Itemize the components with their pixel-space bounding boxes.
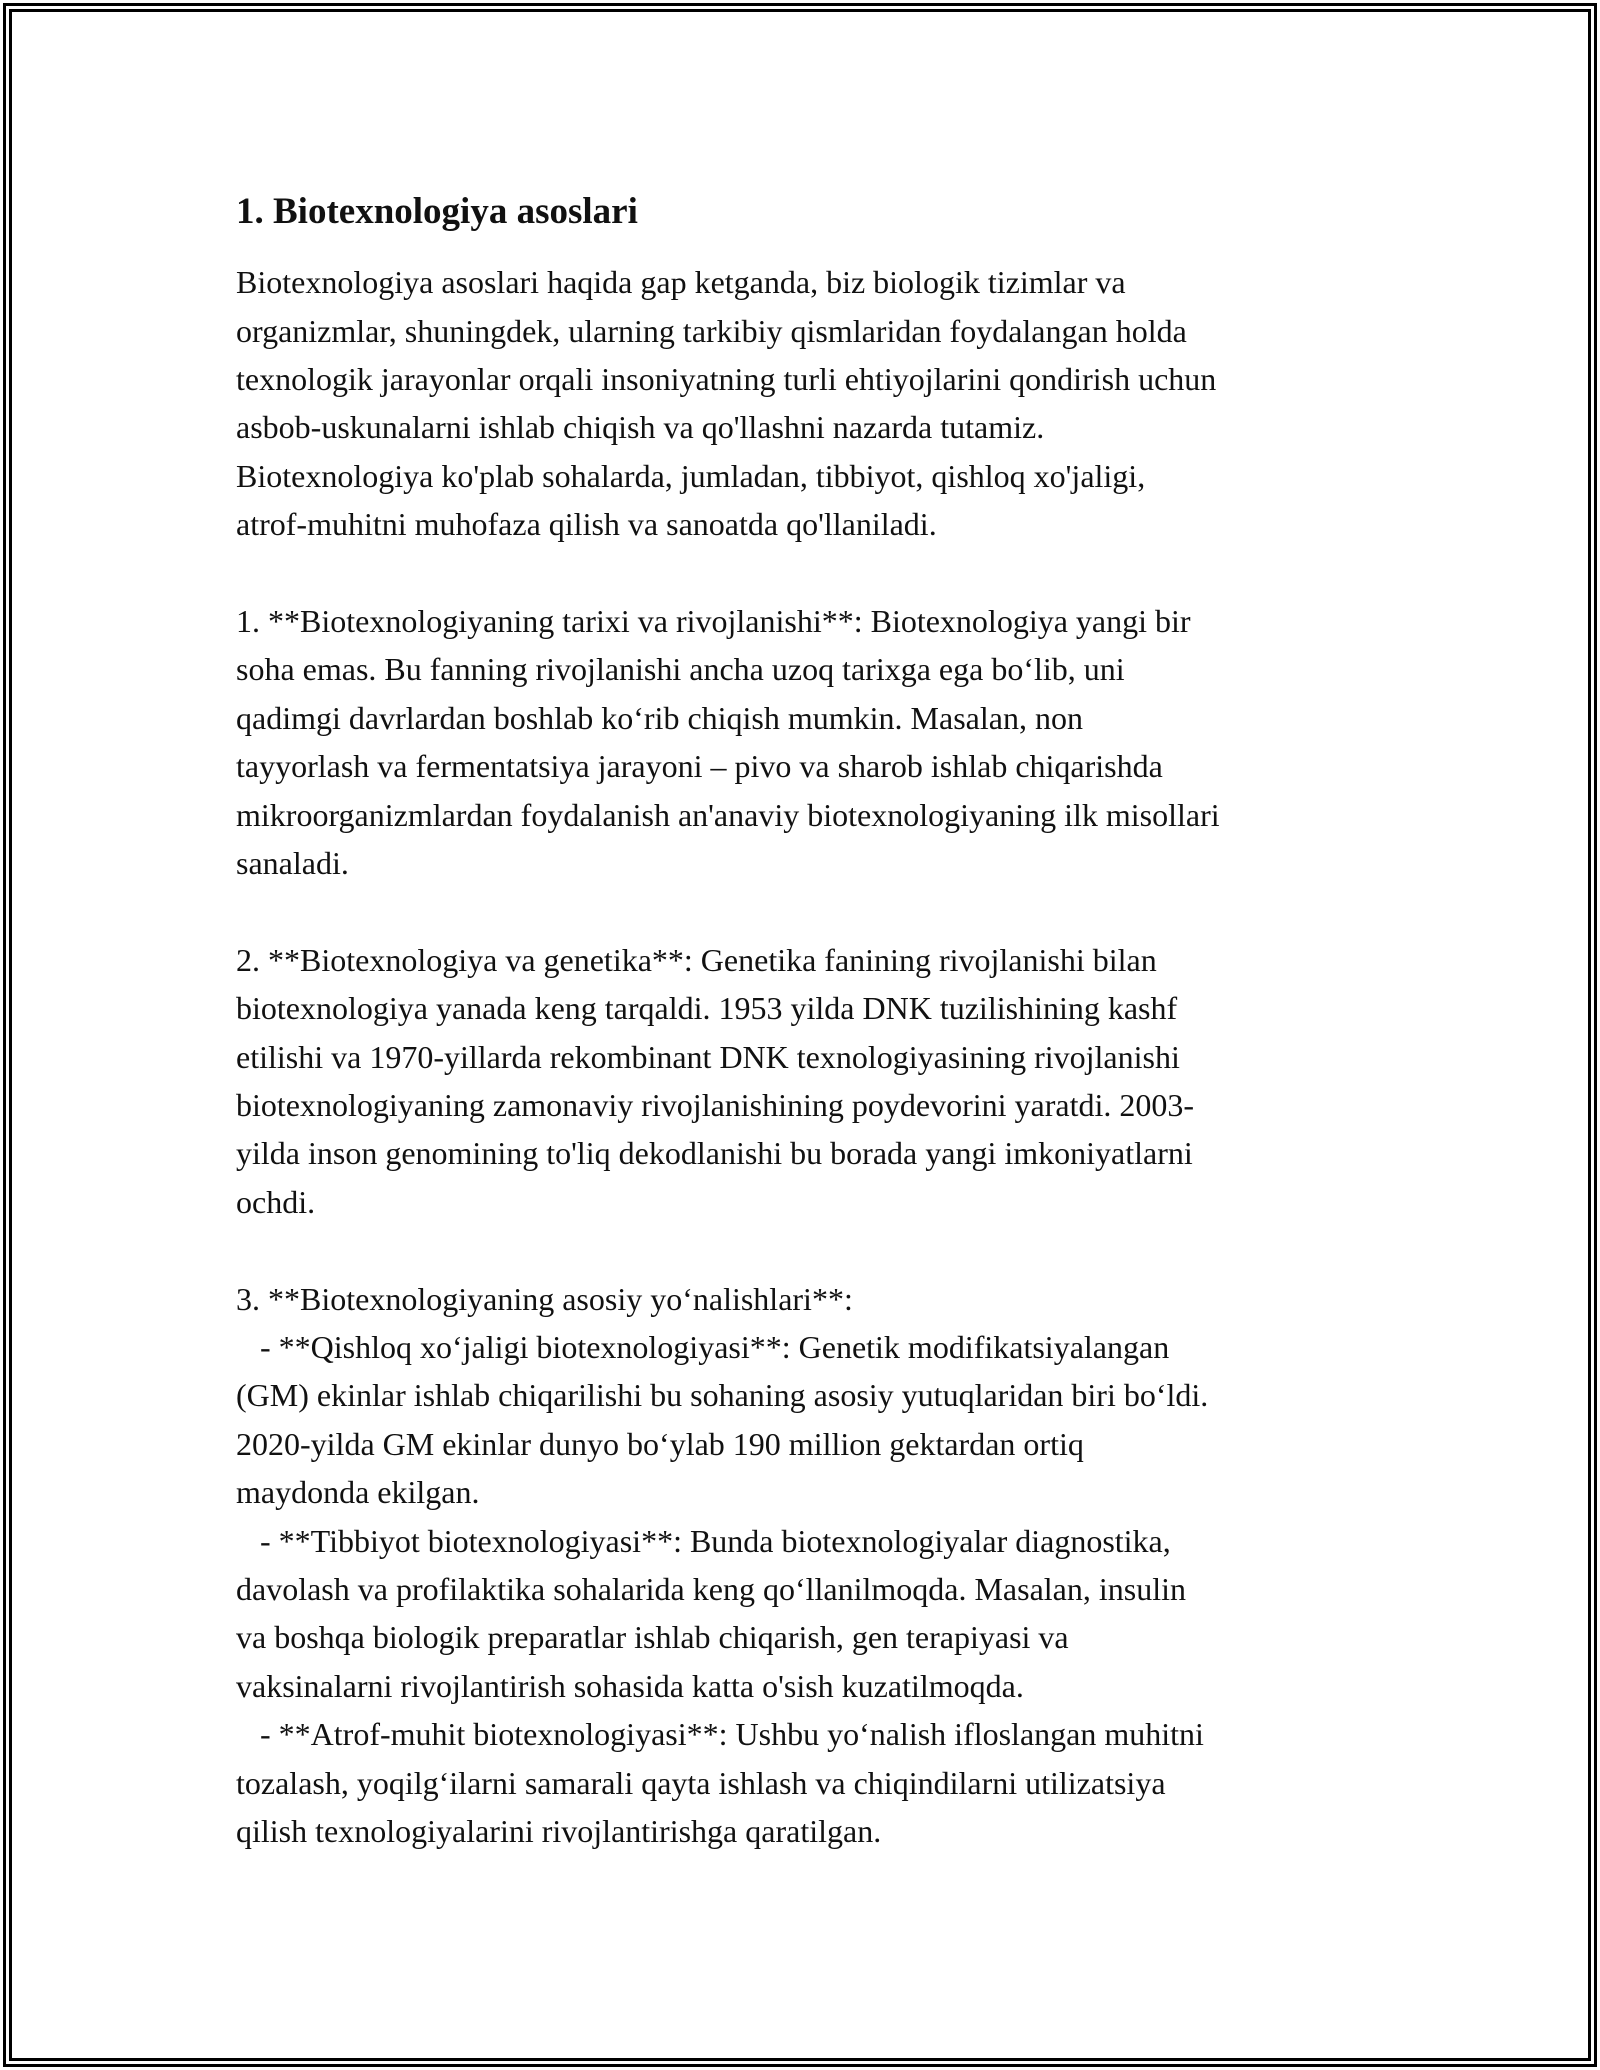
genetics-section: 2. **Biotexnologiya va genetika**: Genetika fanining rivojlanishi bilan biotexnologiya yanada keng tarqaldi. 1953 yilda DNK tuzilishining kashf etilishi va 1970-yillarda rekombinant DNK texnologiyasining rivojlanishi biotexnologiyaning zamonaviy rivojlanishining poydevorini yaratdi. 2003- yilda inson genomining to'liq dekodlanishi bu borada yangi imkoniyatlarni ochdi. bbox=[236, 941, 1195, 1220]
document-body bbox=[236, 188, 1396, 1855]
document-title: 1. Biotexnologiya asoslari bbox=[236, 191, 638, 232]
paragraph-gap bbox=[236, 1226, 1396, 1274]
directions-section: 3. **Biotexnologiyaning asosiy yo‘nalishlari**: - **Qishloq xo‘jaligi biotexnologiyasi**: Genetik modifikatsiyalangan (GM) ekinlar ishlab chiqarilishi bu sohaning asosiy yutuqlaridan biri bo‘ldi. 2020-yilda GM ekinlar dunyo bo‘ylab 190 million gektardan ortiq maydonda ekilgan. - **Tibbiyot biotexnologiyasi**: Bunda biotexnologiyalar diagnostika, davolash va profilaktika sohalarida keng qo‘llanilmoqda. Masalan, insulin va boshqa biologik preparatlar ishlab chiqarish, gen terapiyasi va vaksinalarni rivojlantirish sohasida katta o'sish kuzatilmoqda. - **Atrof-muhit biotexnologiyasi**: Ushbu yo‘nalish ifloslangan muhitni tozalash, yoqilg‘ilarni samarali qayta ishlash va chiqindilarni utilizatsiya qilish texnologiyalarini rivojlantirishga qaratilgan. bbox=[236, 1280, 1209, 1850]
history-section: 1. **Biotexnologiyaning tarixi va rivojlanishi**: Biotexnologiya yangi bir soha emas. Bu fanning rivojlanishi ancha uzoq tarixga ega bo‘lib, uni qadimgi davrlardan boshlab ko‘rib chiqish mumkin. Masalan, non tayyorlash va fermentatsiya jarayoni – pivo va sharob ishlab chiqarishda mikroorganizmlardan foydalanish an'anaviy biotexnologiyaning ilk misollari sanaladi. bbox=[236, 602, 1220, 881]
intro-paragraph: Biotexnologiya asoslari haqida gap ketganda, biz biologik tizimlar va organizmlar, shuningdek, ularning tarkibiy qismlaridan foydalangan holda texnologik jarayonlar orqali insoniyatning turli ehtiyojlarini qondirish uchun asbob-uskunalarni ishlab chiqish va qo'llashni nazarda tutamiz. Biotexnologiya ko'plab sohalarda, jumladan, tibbiyot, qishloq xo'jaligi, atrof-muhitni muhofaza qilish va sanoatda qo'llaniladi. bbox=[236, 264, 1217, 543]
paragraph-gap bbox=[236, 549, 1396, 597]
paragraph-gap bbox=[236, 887, 1396, 935]
